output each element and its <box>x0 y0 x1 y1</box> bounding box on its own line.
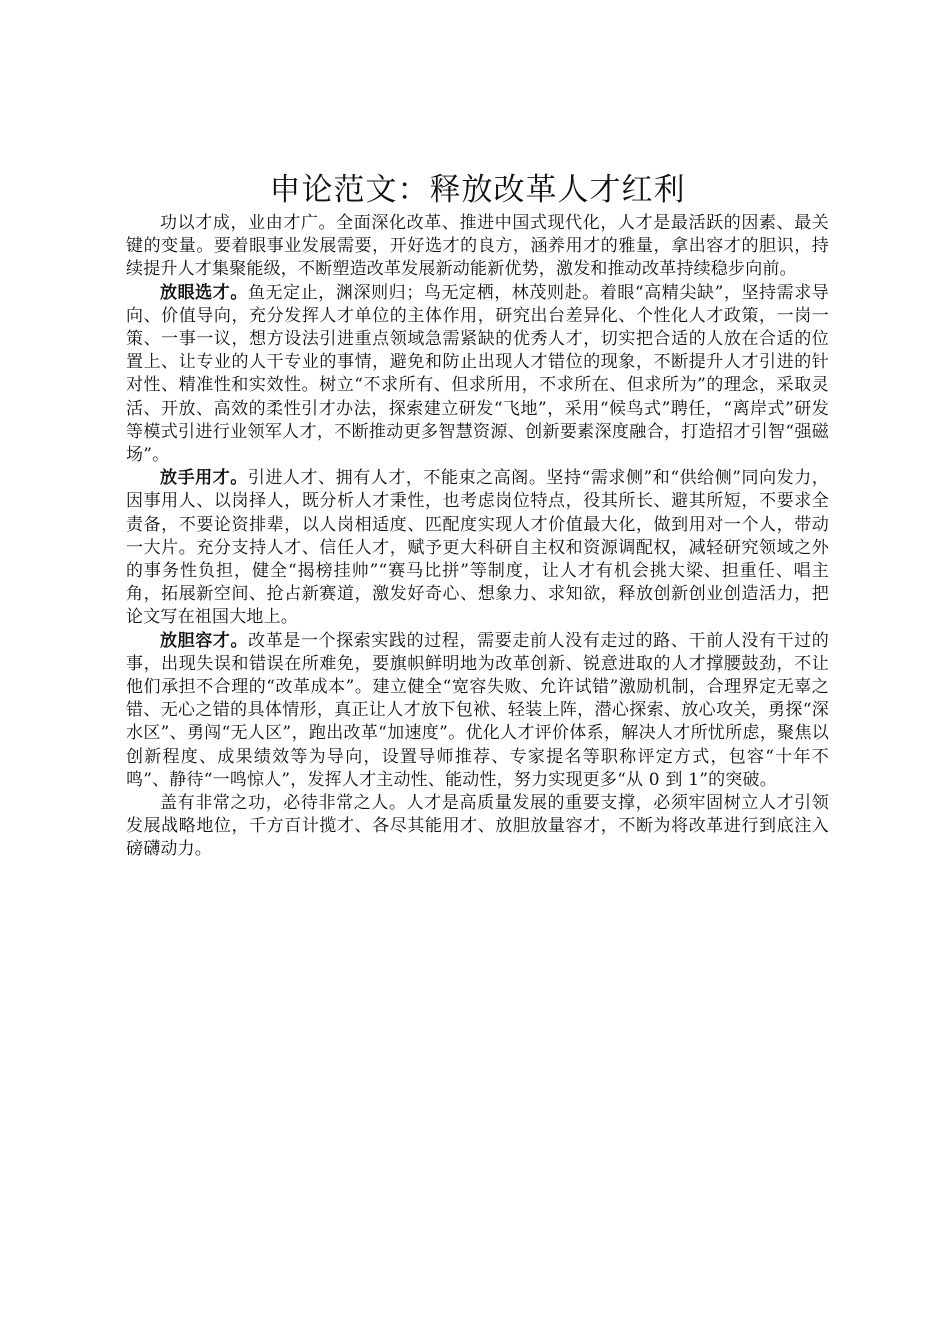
paragraph-intro <box>126 212 829 282</box>
paragraph-select-talent <box>126 282 829 468</box>
paragraph-heading: 放眼选才。 <box>160 282 248 303</box>
paragraph-heading: 放胆容才。 <box>160 630 249 651</box>
paragraph-tolerate-talent <box>126 630 829 792</box>
paragraph-text: 盖有非常之功，必待非常之人。人才是高质量发展的重要支撑，必须牢固树立人才引领发展战略地位，千方百计揽才、各尽其能用才、放胆放量容才，不断为将改革进行到底注入磅礴动力。 <box>126 793 829 860</box>
paragraph-text: 鱼无定止，渊深则归；鸟无定栖，林茂则赴。着眼“高精尖缺”，坚持需求导向、价值导向，充分发挥人才单位的主体作用，研究出台差异化、个性化人才政策，一岗一策、一事一议，想方设法引进重点领域急需紧缺的优秀人才，切实把合适的人放在合适的位置上、让专业的人干专业的事情，避免和防止出现人才错位的现象，不断提升人才引进的针对性、精准性和实效性。树立“不求所有、但求所用，不求所在、但求所为”的理念，采取灵活、开放、高效的柔性引才办法，探索建立研发“飞地”，采用“候鸟式”聘任，“离岸式”研发等模式引进行业领军人才，不断推动更多智慧资源、创新要素深度融合，打造招才引智“强磁场”。 <box>126 282 829 466</box>
document-title: 申论范文：释放改革人才红利 <box>269 172 686 208</box>
paragraph-heading: 放手用才。 <box>160 468 248 489</box>
paragraph-use-talent <box>126 467 829 629</box>
paragraph-text: 改革是一个探索实践的过程，需要走前人没有走过的路、干前人没有干过的事，出现失误和错误在所难免，要旗帜鲜明地为改革创新、锐意进取的人才撑腰鼓劲，不让他们承担不合理的“改革成本”。建立健全“宽容失败、允许试错”激励机制，合理界定无辜之错、无心之错的具体情形，真正让人才放下包袱、轻装上阵，潜心探索、放心攻关，勇探“深水区”、勇闯“无人区”，跑出改革“加速度”。优化人才评价体系，解决人才所忧所虑，聚焦以创新程度、成果绩效等为导向，设置导师推荐、专家提名等职称评定方式，包容“十年不鸣”、静待“一鸣惊人”，发挥人才主动性、能动性，努力实现更多“从 0 到 1”的突破。 <box>126 630 830 790</box>
document-page <box>126 170 829 862</box>
paragraph-text: 引进人才、拥有人才，不能束之高阁。坚持“需求侧”和“供给侧”同向发力，因事用人、以岗择人，既分析人才秉性，也考虑岗位特点，役其所长、避其所短，不要求全责备，不要论资排辈，以人岗相适度、匹配度实现人才价值最大化，做到用对一个人，带动一大片。充分支持人才、信任人才，赋予更大科研自主权和资源调配权，减轻研究领域之外的事务性负担，健全“揭榜挂帅”“赛马比拼”等制度，让人才有机会挑大梁、担重任、唱主角，拓展新空间、抢占新赛道，激发好奇心、想象力、求知欲，释放创新创业创造活力，把论文写在祖国大地上。 <box>126 468 829 628</box>
paragraph-text: 功以才成，业由才广。全面深化改革、推进中国式现代化，人才是最活跃的因素、最关键的变量。要着眼事业发展需要，开好选才的良方，涵养用才的雅量，拿出容才的胆识，持续提升人才集聚能级，不断塑造改革发展新动能新优势，激发和推动改革持续稳步向前。 <box>126 213 829 280</box>
paragraph-conclusion <box>126 792 829 862</box>
